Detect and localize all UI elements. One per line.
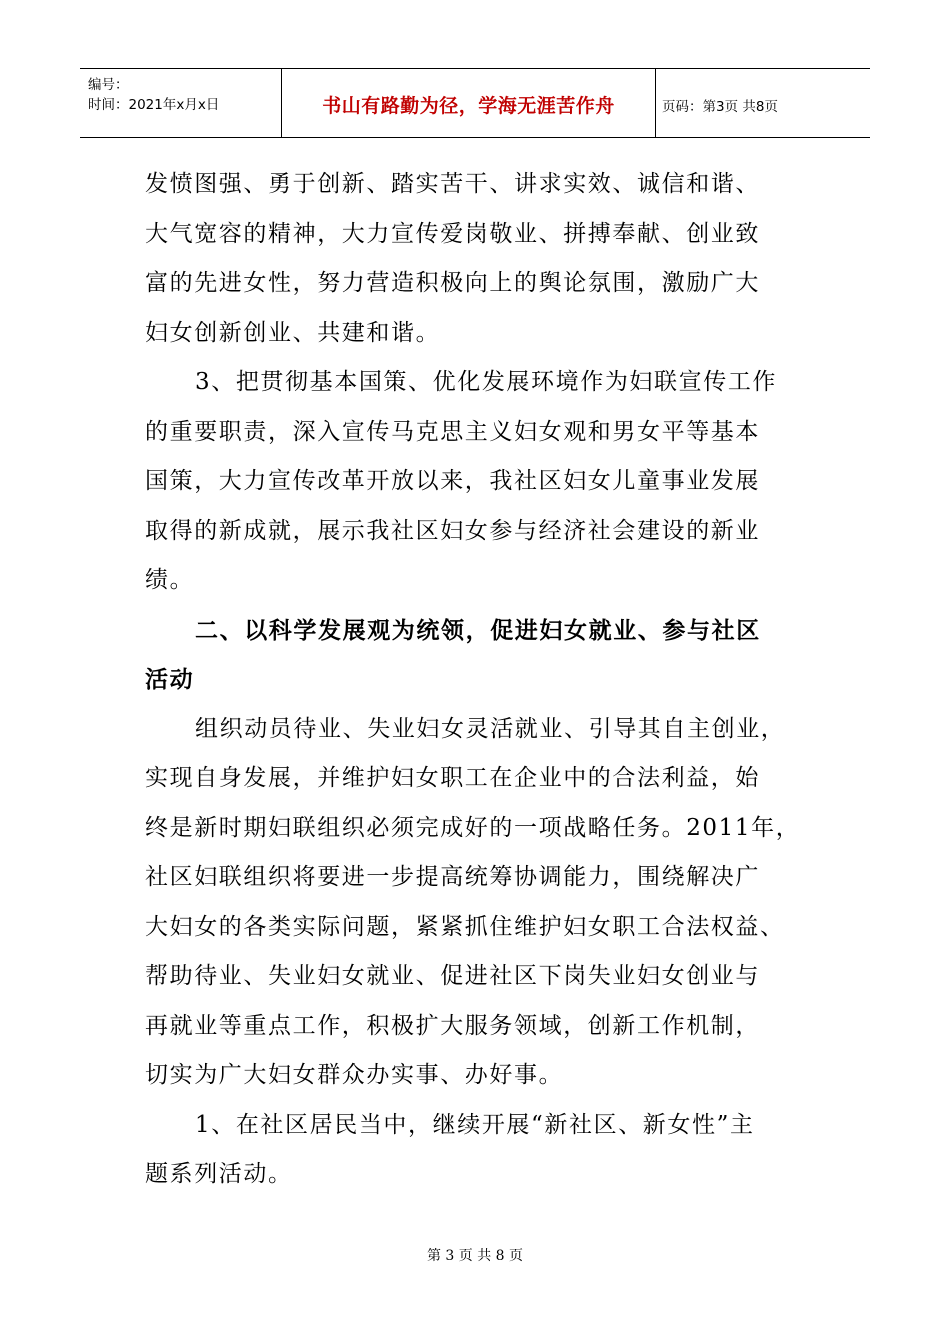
- page-header: [80, 68, 870, 138]
- section-heading-continued: 活动: [145, 666, 195, 693]
- body-line: 大气宽容的精神，大力宣传爱岗敬业、拼搏奉献、创业致: [145, 220, 760, 247]
- header-motto-cell: [282, 69, 656, 137]
- time-label: 时间：2021年x月x日: [88, 97, 220, 113]
- header-meta-cell: [80, 69, 282, 137]
- body-line: 妇女创新创业、共建和谐。: [145, 319, 441, 346]
- page-footer: 第 3 页 共 8 页: [426, 1248, 524, 1264]
- body-line: 绩。: [145, 567, 195, 593]
- section-heading: 二、以科学发展观为统领，促进妇女就业、参与社区: [195, 616, 761, 644]
- body-line: 切实为广大妇女群众办实事、办好事。: [145, 1062, 564, 1088]
- body-line: 发愤图强、勇于创新、踏实苦干、讲求实效、诚信和谐、: [145, 171, 760, 197]
- body-line: 实现自身发展，并维护妇女职工在企业中的合法利益，始: [145, 765, 760, 791]
- body-line: 取得的新成就，展示我社区妇女参与经济社会建设的新业: [145, 517, 760, 544]
- body-line: 的重要职责，深入宣传马克思主义妇女观和男女平等基本: [145, 418, 760, 445]
- document-body: [145, 160, 805, 1200]
- body-line: 国策，大力宣传改革开放以来，我社区妇女儿童事业发展: [145, 468, 760, 494]
- body-line: 终是新时期妇联组织必须完成好的一项战略任务。2011年，: [145, 814, 801, 841]
- body-line: 1、在社区居民当中，继续开展“新社区、新女性”主: [195, 1111, 755, 1138]
- body-line: 再就业等重点工作，积极扩大服务领域，创新工作机制，: [145, 1012, 760, 1039]
- body-line: 题系列活动。: [145, 1161, 293, 1187]
- page-info: 页码：第3页 共8页: [662, 99, 778, 115]
- body-line: 3、把贯彻基本国策、优化发展环境作为妇联宣传工作: [195, 369, 778, 395]
- body-line: 社区妇联组织将要进一步提高统筹协调能力，围绕解决广: [145, 864, 760, 890]
- body-line: 大妇女的各类实际问题，紧紧抓住维护妇女职工合法权益、: [145, 913, 785, 940]
- body-line: 组织动员待业、失业妇女灵活就业、引导其自主创业，: [195, 715, 786, 742]
- header-page-cell: [656, 69, 870, 137]
- motto: 书山有路勤为径，学海无涯苦作舟: [322, 95, 615, 117]
- body-line: 帮助待业、失业妇女就业、促进社区下岗失业妇女创业与: [145, 963, 760, 989]
- body-line: 富的先进女性，努力营造积极向上的舆论氛围，激励广大: [145, 270, 760, 296]
- number-label: 编号：: [88, 77, 129, 93]
